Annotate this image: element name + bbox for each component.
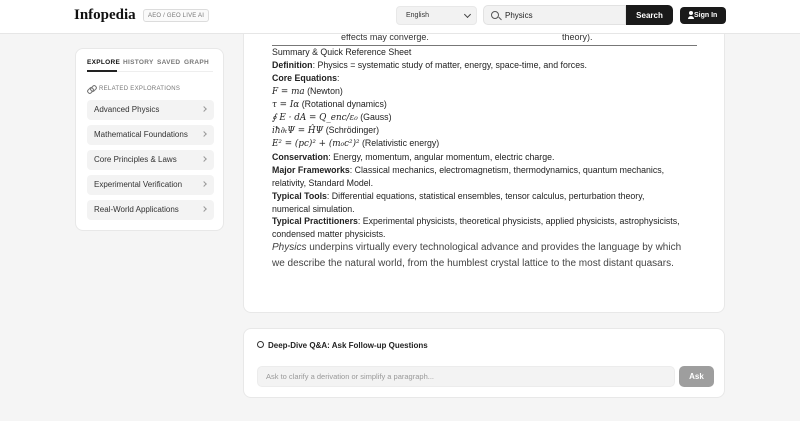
ask-button[interactable]: Ask	[679, 366, 714, 387]
chevron-right-icon	[201, 181, 207, 187]
qa-panel	[243, 328, 725, 398]
search-input[interactable]	[505, 6, 623, 24]
tab-history[interactable]: HISTORY	[123, 59, 154, 66]
chevron-right-icon	[201, 131, 207, 137]
sidebar-item-advanced-physics[interactable]: Advanced Physics	[87, 100, 214, 120]
cut-off-text: theory).	[562, 34, 593, 42]
frameworks-line: Major Frameworks: Classical mechanics, electromagnetism, thermodynamics, quantum mechanics,	[272, 165, 665, 175]
closing-paragraph-cont: we describe the natural world, from the humblest crystal lattice to the most distant quasars.	[272, 258, 674, 269]
sign-in-label: Sign In	[694, 12, 718, 19]
chevron-right-icon	[201, 206, 207, 212]
equation-gauss: ∮ E · dA = Q_enc/ε₀ (Gauss)	[272, 112, 392, 123]
summary-title: Summary & Quick Reference Sheet	[272, 47, 412, 57]
related-explorations-heading: RELATED EXPLORATIONS	[87, 86, 180, 92]
equation-rotational: τ = Iα (Rotational dynamics)	[272, 99, 387, 110]
tools-line: Typical Tools: Differential equations, statistical ensembles, tensor calculus, perturbation theory,	[272, 191, 645, 201]
sign-in-button[interactable]	[680, 7, 726, 24]
article-content	[243, 34, 725, 313]
equation-newton: F = ma (Newton)	[272, 86, 343, 97]
top-header	[0, 0, 800, 34]
sidebar-item-core-principles[interactable]: Core Principles & Laws	[87, 150, 214, 170]
language-select[interactable]	[396, 6, 477, 25]
practitioners-line-cont: condensed matter physicists.	[272, 229, 386, 239]
definition-line: Definition: Physics = systematic study of matter, energy, space-time, and forces.	[272, 60, 587, 70]
active-tab-indicator	[87, 70, 117, 72]
sidebar-item-real-world-applications[interactable]: Real-World Applications	[87, 200, 214, 220]
search-icon	[491, 11, 499, 19]
tools-line-cont: numerical simulation.	[272, 204, 355, 214]
tab-explore[interactable]: EXPLORE	[87, 59, 121, 66]
equation-relativistic: E² = (pc)² + (m₀c²)² (Relativistic energy)	[272, 138, 440, 149]
equation-schrodinger: iħ∂ₜΨ = ĤΨ (Schrödinger)	[272, 125, 380, 136]
sidebar-panel	[75, 48, 224, 231]
qa-title: Deep-Dive Q&A: Ask Follow-up Questions	[257, 341, 428, 350]
closing-paragraph: Physics underpins virtually every technological advance and provides the language by which	[272, 242, 682, 253]
chevron-right-icon	[201, 156, 207, 162]
live-ai-badge: AEO / GEO LIVE AI	[143, 9, 209, 22]
site-logo[interactable]: Infopedia	[74, 7, 136, 23]
link-icon	[87, 85, 95, 93]
chevron-right-icon	[201, 106, 207, 112]
sidebar-item-experimental-verification[interactable]: Experimental Verification	[87, 175, 214, 195]
conservation-line: Conservation: Energy, momentum, angular momentum, electric charge.	[272, 152, 555, 162]
core-equations-heading: Core Equations:	[272, 73, 340, 83]
search-box[interactable]	[483, 5, 626, 25]
tab-graph[interactable]: GRAPH	[184, 59, 209, 66]
question-input[interactable]	[257, 366, 675, 387]
language-value: English	[406, 12, 429, 19]
chat-bubble-icon	[257, 341, 264, 348]
practitioners-line: Typical Practitioners: Experimental physicists, theoretical physicists, applied physicists, astrophysicists,	[272, 216, 680, 226]
search-button[interactable]: Search	[626, 5, 673, 25]
frameworks-line-cont: relativity, Standard Model.	[272, 178, 374, 188]
user-icon	[688, 11, 694, 20]
tab-saved[interactable]: SAVED	[157, 59, 181, 66]
chevron-down-icon	[464, 11, 471, 18]
cut-off-text: effects may converge.	[341, 34, 429, 42]
sidebar-item-mathematical-foundations[interactable]: Mathematical Foundations	[87, 125, 214, 145]
